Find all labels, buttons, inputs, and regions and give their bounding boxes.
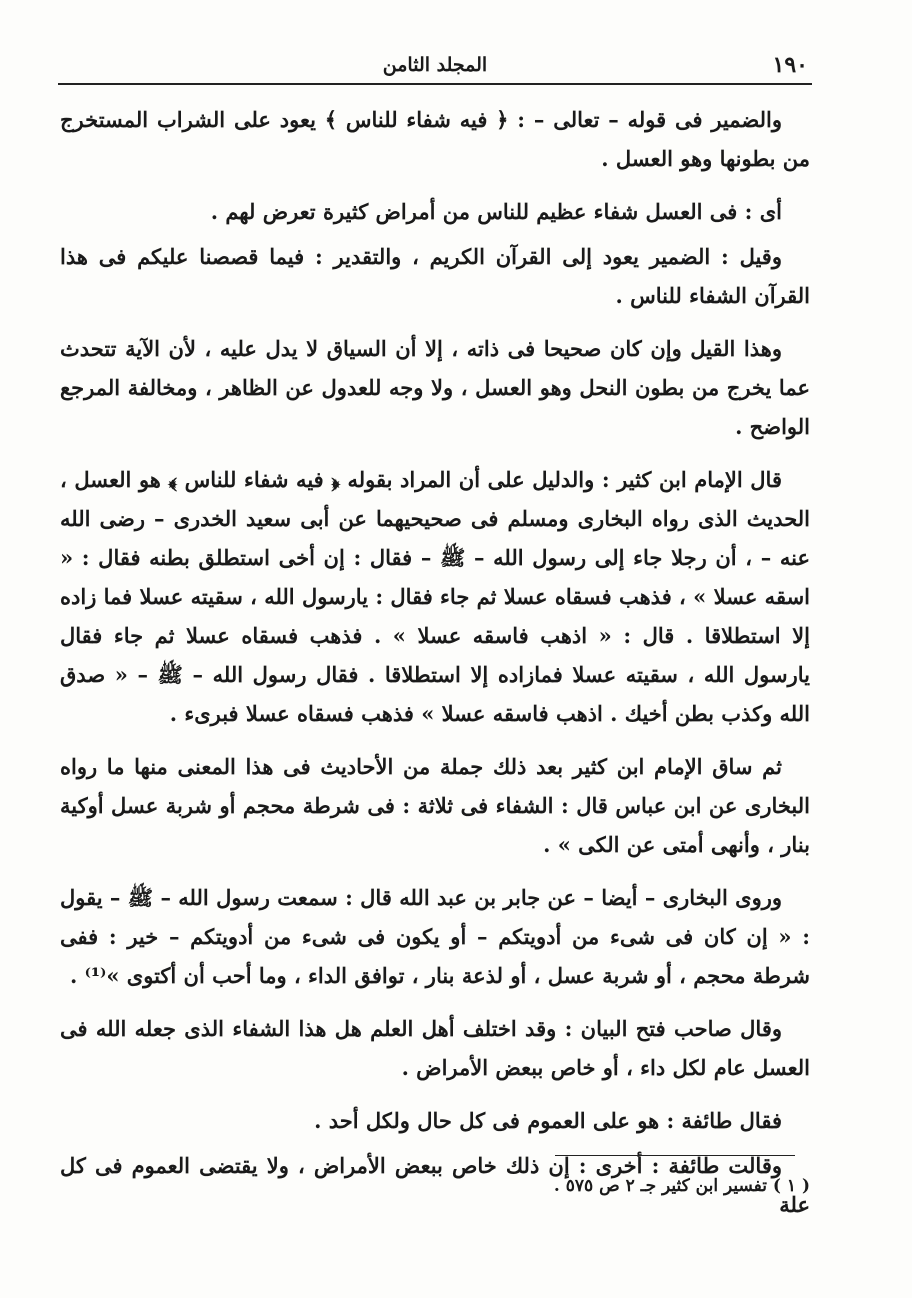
page-number: ١٩٠ — [772, 52, 808, 78]
paragraph-quran-opinion: وقيل : الضمير يعود إلى القرآن الكريم ، والتقدير : فيما قصصنا عليكم فى هذا القرآن الشفاء للناس . — [60, 244, 810, 308]
paragraph-fath-al-bayan: وقال صاحب فتح البيان : وقد اختلف أهل العلم هل هذا الشفاء الذى جعله الله فى العسل عام لكل داء ، أو خاص ببعض الأمراض . — [60, 1016, 810, 1080]
paragraph-second-group: وقالت طائفة : أخرى : إن ذلك خاص ببعض الأمراض ، ولا يقتضى العموم فى كل علة — [60, 1153, 810, 1217]
footnote: ( ١ ) تفسير ابن كثير جـ ٢ ص ٥٧٥ . — [553, 1176, 810, 1196]
page-header — [58, 46, 812, 80]
paragraph-meaning: أى : فى العسل شفاء عظيم للناس من أمراض كثيرة تعرض لهم . — [210, 199, 782, 224]
header-rule — [58, 83, 812, 85]
paragraph-first-group: فقال طائفة : هو على العموم فى كل حال ولكل أحد . — [314, 1108, 782, 1133]
paragraph-jabir: وروى البخارى – أيضا – عن جابر بن عبد الله قال : سمعت رسول الله – ﷺ – يقول : « إن كان فى شىء من أدويتكم – أو يكون فى شىء من أدويتكم – خير : ففى شرطة محجم ، أو شربة عسل ، أو لذعة بنار ، توافق الداء ، وما أحب أن أكتوى »⁽¹⁾ . — [60, 885, 810, 988]
page-body — [60, 100, 810, 1238]
paragraph-ibn-kathir-hadith: قال الإمام ابن كثير : والدليل على أن المراد بقوله ﴿ فيه شفاء للناس ﴾ هو العسل ، الحديث الذى رواه البخارى ومسلم فى صحيحيهما عن أبى سعيد الخدرى – رضى الله عنه – ، أن رجلا جاء إلى رسول الله – ﷺ – فقال : إن أخى استطلق بطنه فقال : « اسقه عسلا » ، فذهب فسقاه عسلا ثم جاء فقال : يارسول الله ، سقيته عسلا فما زاده إلا استطلاقا . قال : « اذهب فاسقه عسلا » . فذهب فسقاه عسلا ثم جاء فقال يارسول الله ، سقيته عسلا فمازاده إلا استطلاقا . فقال رسول الله – ﷺ – « صدق الله وكذب بطن أخيك . اذهب فاسقه عسلا » فذهب فسقاه عسلا فبرىء . — [60, 467, 810, 726]
paragraph-pronoun-honey: والضمير فى قوله – تعالى – : ﴿ فيه شفاء للناس ﴾ يعود على الشراب المستخرج من بطونها وهو العسل . — [60, 107, 810, 171]
paragraph-ibn-abbas: ثم ساق الإمام ابن كثير بعد ذلك جملة من الأحاديث فى هذا المعنى منها ما رواه البخارى عن ابن عباس قال : الشفاء فى ثلاثة : فى شرطة محجم أو شربة عسل أوكية بنار ، وأنهى أمتى عن الكى » . — [60, 754, 810, 857]
paragraph-rebuttal: وهذا القيل وإن كان صحيحا فى ذاته ، إلا أن السياق لا يدل عليه ، لأن الآية تتحدث عما يخرج من بطون النحل وهو العسل ، ولا وجه للعدول عن الظاهر ، ومخالفة المرجع الواضح . — [60, 336, 810, 439]
running-title: المجلد الثامن — [382, 54, 488, 76]
footnote-rule — [555, 1155, 795, 1156]
